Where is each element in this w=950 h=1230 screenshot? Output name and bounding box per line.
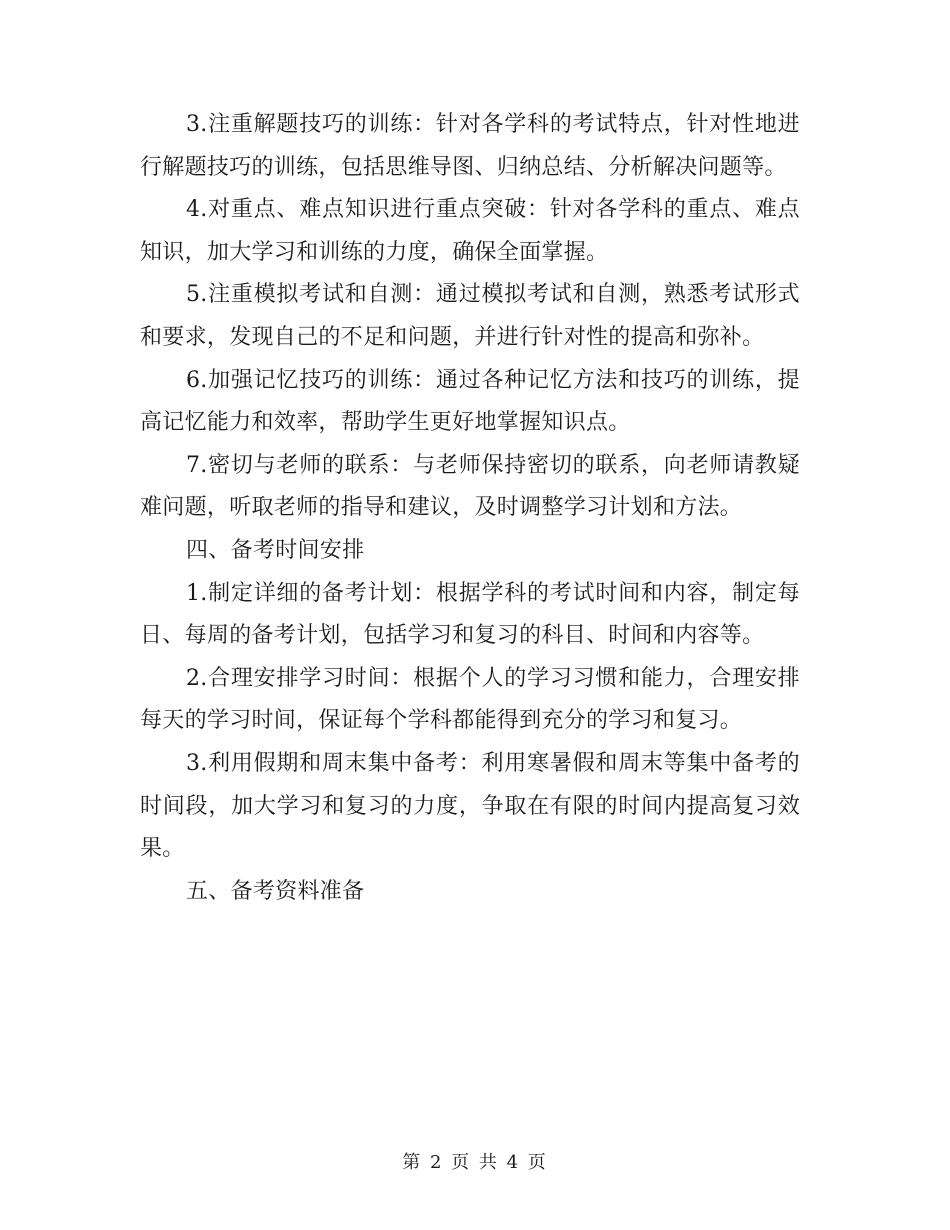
paragraph-1-detailed-plan: 1.制定详细的备考计划：根据学科的考试时间和内容，制定每日、每周的备考计划，包括学习和复习的科目、时间和内容等。 (140, 580, 800, 649)
paragraph-3-solving-skills: 3.注重解题技巧的训练：针对各学科的考试特点，针对性地进行解题技巧的训练，包括思维导图、归纳总结、分析解决问题等。 (140, 112, 800, 180)
paragraph-3-holidays-weekends: 3.利用假期和周末集中备考：利用寒暑假和周末等集中备考的时间段，加大学习和复习的力度，争取在有限的时间内提高复习效果。 (140, 750, 800, 862)
paragraph-5-mock-exams: 5.注重模拟考试和自测：通过模拟考试和自测，熟悉考试形式和要求，发现自己的不足和问题，并进行针对性的提高和弥补。 (140, 282, 800, 350)
section-heading-time-arrangement: 四、备考时间安排 (186, 537, 365, 563)
section-heading-materials: 五、备考资料准备 (186, 878, 365, 904)
paragraph-6-memory-skills: 6.加强记忆技巧的训练：通过各种记忆方法和技巧的训练，提高记忆能力和效率，帮助学生更好地掌握知识点。 (140, 367, 800, 436)
paragraph-2-study-time: 2.合理安排学习时间：根据个人的学习习惯和能力，合理安排每天的学习时间，保证每个学科都能得到充分的学习和复习。 (140, 665, 800, 734)
paragraph-7-teacher-contact: 7.密切与老师的联系：与老师保持密切的联系，向老师请教疑难问题，听取老师的指导和建议，及时调整学习计划和方法。 (140, 452, 800, 521)
page-number-footer: 第 2 页 共 4 页 (402, 1152, 548, 1173)
paragraph-4-key-difficult-points: 4.对重点、难点知识进行重点突破：针对各学科的重点、难点知识，加大学习和训练的力度，确保全面掌握。 (140, 197, 800, 265)
document-body (140, 104, 800, 913)
